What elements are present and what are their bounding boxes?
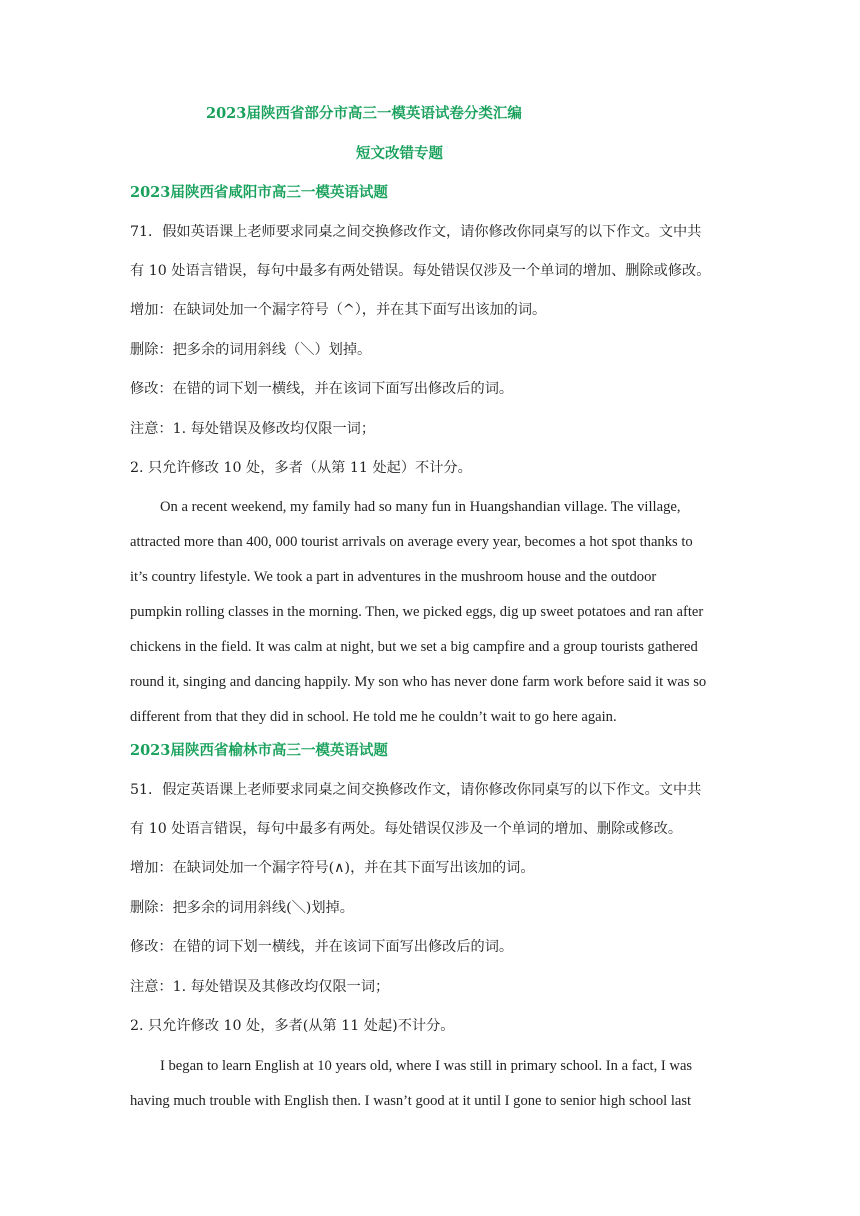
instruction-line: 删除：把多余的词用斜线(＼)划掉。 [130, 900, 354, 916]
instruction-line: 2. 只允许修改 10 处，多者（从第 11 处起）不计分。 [130, 460, 472, 476]
passage-line: round it, singing and dancing happily. My son who has never done farm work before said it was so [130, 674, 707, 690]
section-heading: 2023届陕西省榆林市高三一模英语试题 [130, 742, 388, 759]
passage-line: pumpkin rolling classes in the morning. Then, we picked eggs, dig up sweet potatoes and ran after [130, 604, 704, 620]
passage-line: different from that they did in school. He told me he couldn’t wait to go here again. [130, 709, 617, 725]
instruction-line: 删除：把多余的词用斜线（＼）划掉。 [130, 342, 372, 358]
passage-line: it’s country lifestyle. We took a part in adventures in the mushroom house and the outdoor [130, 569, 657, 585]
instruction-line: 修改：在错的词下划一横线，并在该词下面写出修改后的词。 [130, 381, 514, 397]
passage-line: I began to learn English at 10 years old, where I was still in primary school. In a fact, I was [160, 1058, 693, 1074]
passage-line: having much trouble with English then. I wasn’t good at it until I gone to senior high school last [130, 1093, 692, 1109]
instruction-line: 有 10 处语言错误，每句中最多有两处。每处错误仅涉及一个单词的增加、删除或修改。 [130, 821, 683, 837]
instruction-line: 注意：1. 每处错误及其修改均仅限一词； [130, 979, 390, 995]
passage-line: chickens in the field. It was calm at night, but we set a big campfire and a group tourists gathered [130, 639, 698, 655]
instruction-line: 修改：在错的词下划一横线，并在该词下面写出修改后的词。 [130, 939, 514, 955]
instruction-line: 增加：在缺词处加一个漏字符号（^），并在其下面写出该加的词。 [130, 302, 547, 318]
passage-line: On a recent weekend, my family had so many fun in Huangshandian village. The village, [160, 499, 681, 515]
document-subtitle: 短文改错专题 [356, 145, 443, 162]
instruction-line: 增加：在缺词处加一个漏字符号(∧)，并在其下面写出该加的词。 [130, 860, 535, 876]
instruction-line: 71．假如英语课上老师要求同桌之间交换修改作文，请你修改你同桌写的以下作文。文中共 [130, 224, 702, 240]
instruction-line: 51．假定英语课上老师要求同桌之间交换修改作文，请你修改你同桌写的以下作文。文中共 [130, 782, 702, 798]
instruction-line: 注意：1. 每处错误及修改均仅限一词； [130, 421, 376, 437]
instruction-line: 2. 只允许修改 10 处，多者(从第 11 处起)不计分。 [130, 1018, 455, 1034]
passage-line: attracted more than 400, 000 tourist arrivals on average every year, becomes a hot spot thanks to [130, 534, 693, 550]
instruction-line: 有 10 处语言错误，每句中最多有两处错误。每处错误仅涉及一个单词的增加、删除或修改。 [130, 263, 711, 279]
section-heading: 2023届陕西省咸阳市高三一模英语试题 [130, 184, 388, 201]
document-title: 2023届陕西省部分市高三一模英语试卷分类汇编 [206, 105, 522, 122]
